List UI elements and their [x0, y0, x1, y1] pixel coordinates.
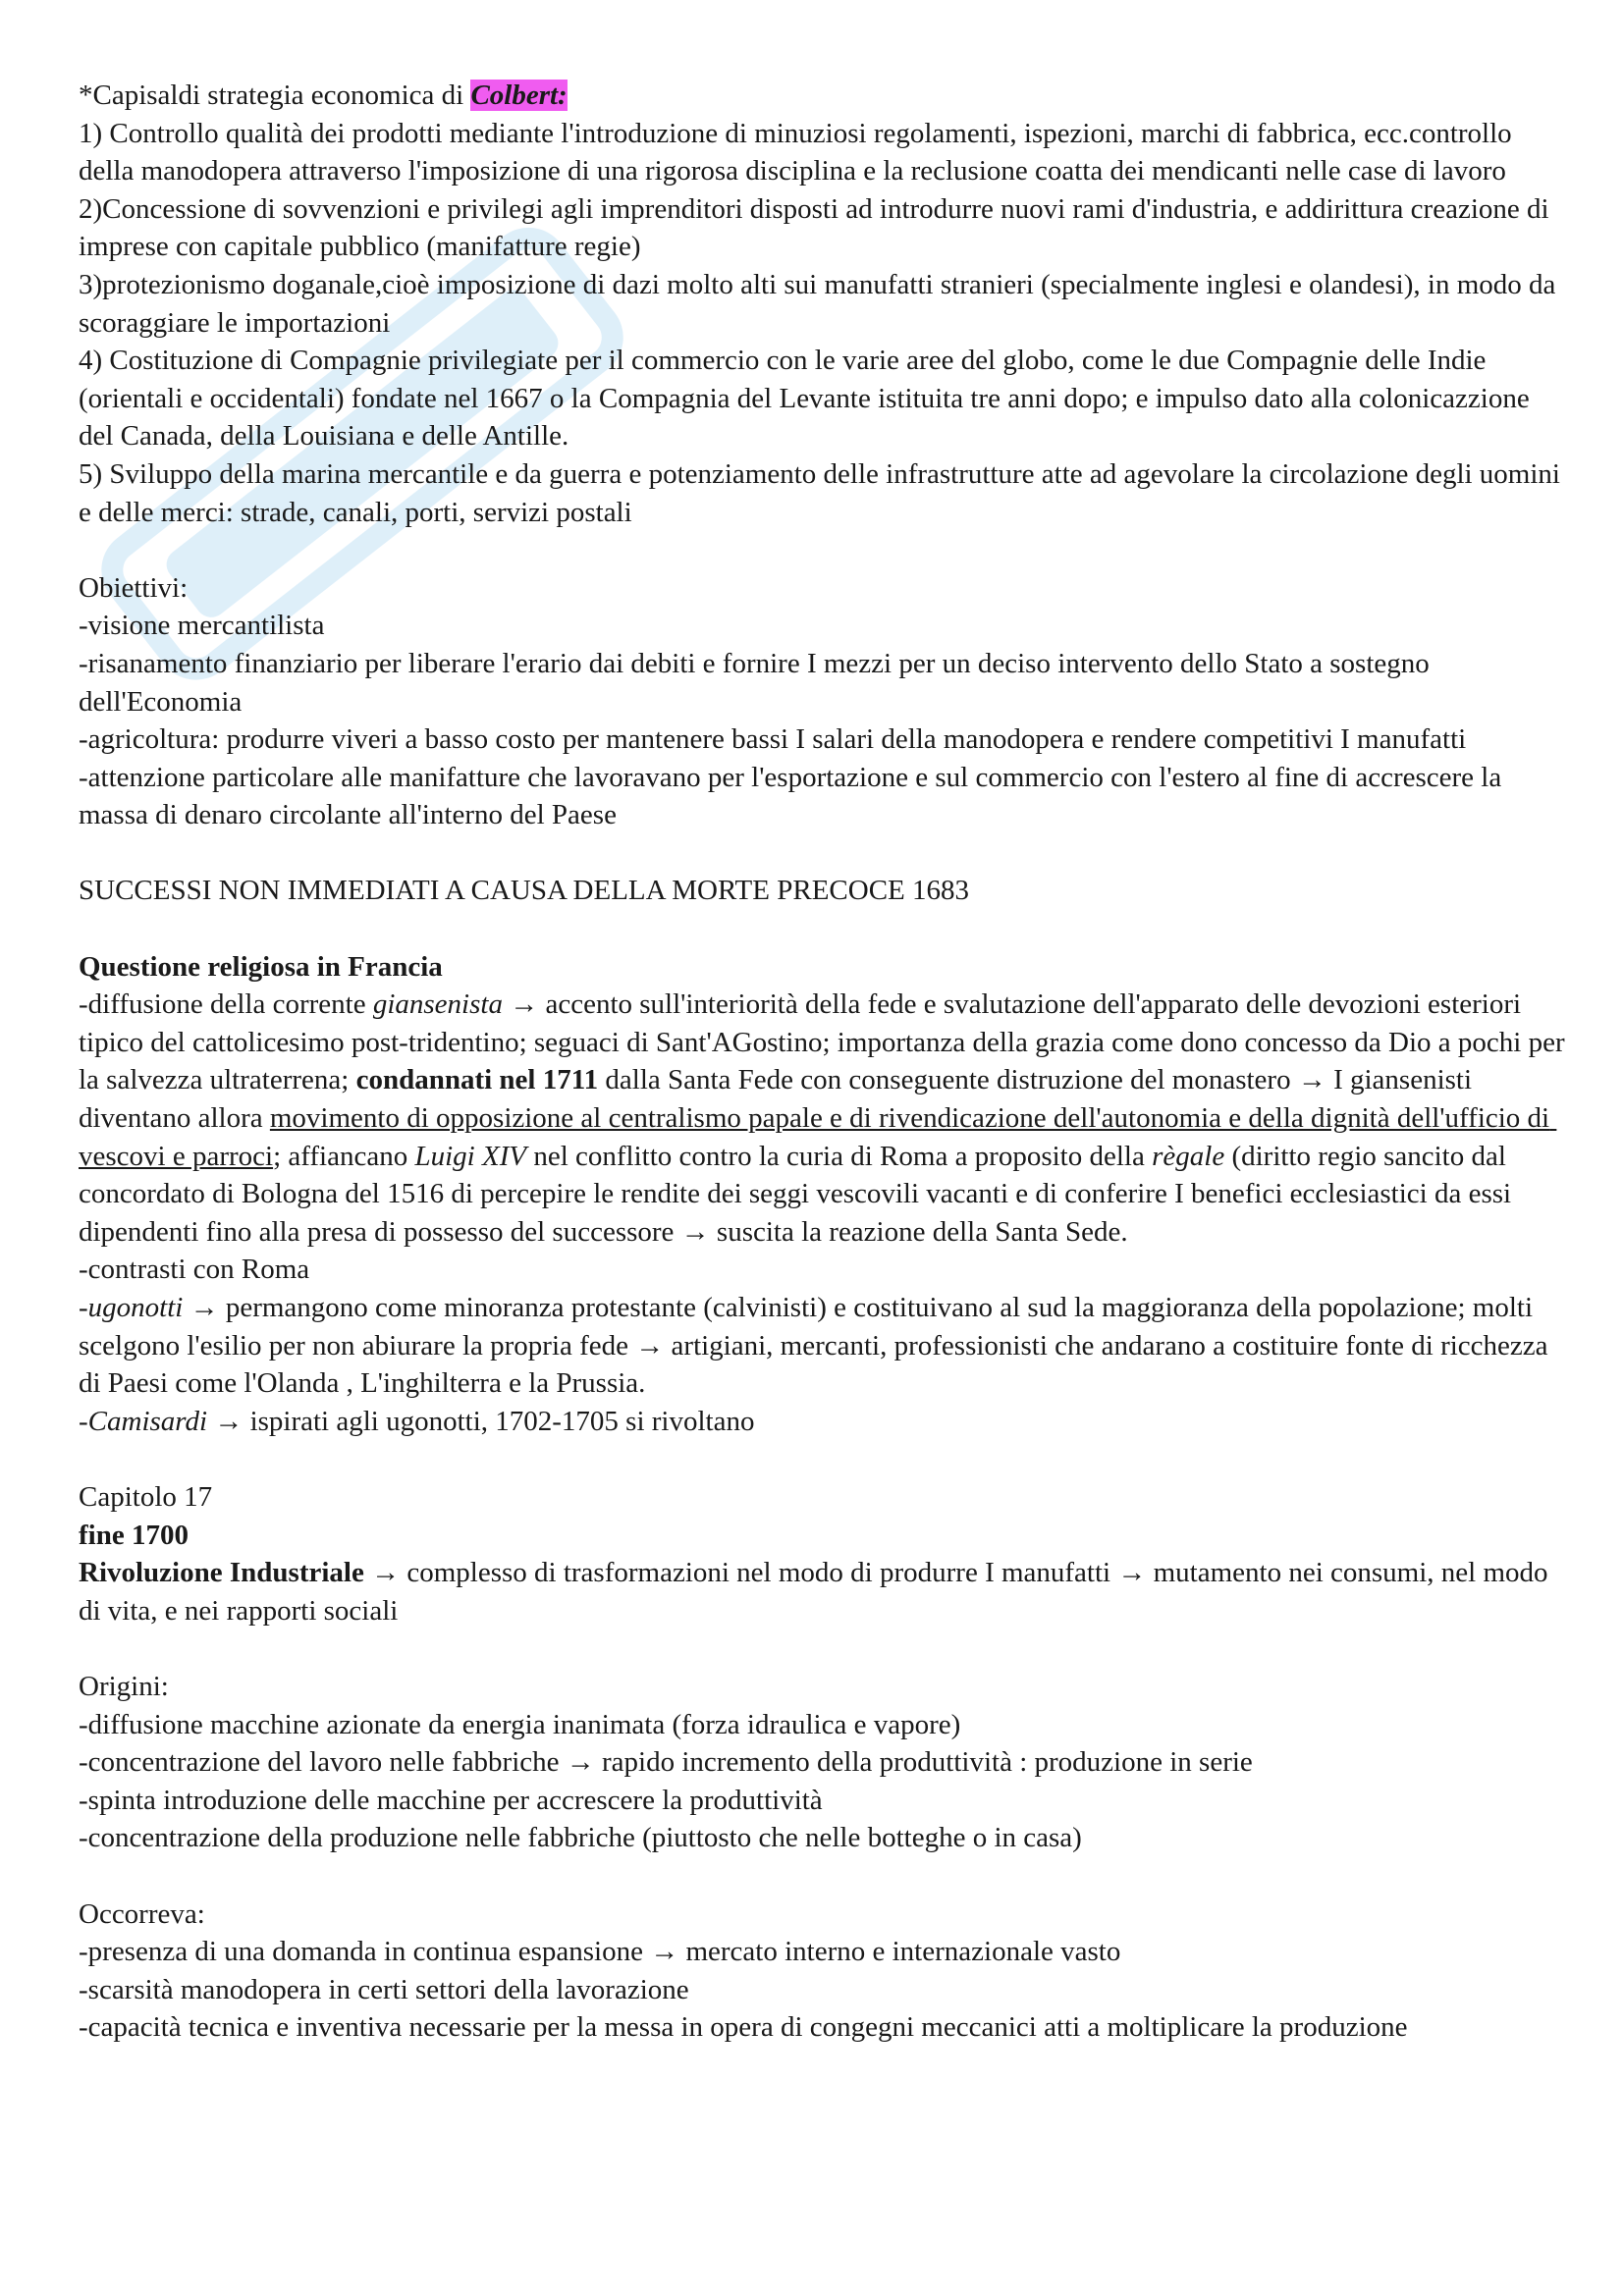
occorreva-item: -presenza di una domanda in continua espansione → mercato interno e internazionale vasto [79, 1936, 1121, 1968]
text-span: dalla Santa Fede con conseguente distruzione del monastero → I giansenisti diventano allora [79, 1064, 1480, 1135]
colbert-title [79, 77, 1571, 115]
colbert-point-1: 1) Controllo qualità dei prodotti mediante l'introduzione di minuziosi regolamenti, ispezioni, marchi di fabbrica, ecc.controllo della manodopera attraverso l'imposizione di una rigorosa disciplina e la reclusione coatta dei mendicanti nelle case di lavoro [79, 117, 1519, 187]
origini-item: -concentrazione della produzione nelle fabbriche (piuttosto che nelle botteghe o in casa) [79, 1822, 1082, 1854]
origini-heading: Origini: [79, 1670, 169, 1702]
term-giansenista: giansenista [372, 988, 503, 1021]
colbert-point-3: 3)protezionismo doganale,cioè imposizione di dazi molto alti sui manufatti stranieri (specialmente inglesi e olandesi), in modo da scoraggiare le importazioni [79, 268, 1563, 339]
contrasti-line: -contrasti con Roma [79, 1254, 310, 1286]
text-span: → permangono come minoranza protestante (calvinisti) e costituivano al sud la maggioranza della popolazione; molti scelgono l'esilio per non abiurare la propria fede → artigiani, mercanti, professionisti che andarano a costituire fonte di ricchezza di Paesi come l'Olanda , L'inghilterra e la Prussia. [79, 1292, 1555, 1400]
ugonotti-paragraph [79, 1289, 1571, 1403]
chapter-date [79, 1517, 1571, 1555]
text-span: → accento sull'interiorità della fede e svalutazione dell'apparato delle devozioni esteriori tipico del cattolicesimo post-tridentino; seguaci di Sant'AGostino; importanza della grazia come dono concesso da Dio a pochi per la salvezza ultraterrena; [79, 988, 1572, 1096]
religione-heading-text: Questione religiosa in Francia [79, 950, 443, 983]
origini-item: -spinta introduzione delle macchine per accrescere la produttività [79, 1784, 823, 1816]
text-span: ; affiancano [273, 1140, 415, 1172]
obiettivi-item: -visione mercantilista [79, 610, 325, 642]
text-span: nel conflitto contro la curia di Roma a proposito della [526, 1140, 1153, 1172]
successi-note: SUCCESSI NON IMMEDIATI A CAUSA DELLA MORTE PRECOCE 1683 [79, 875, 970, 907]
origini-item: -concentrazione del lavoro nelle fabbriche → rapido incremento della produttività : produzione in serie [79, 1746, 1253, 1779]
term-ugonotti: -ugonotti [79, 1292, 184, 1323]
religione-heading [79, 948, 1571, 987]
bold-condannati: condannati nel 1711 [355, 1064, 599, 1096]
chapter-label: Capitolo 17 [79, 1480, 213, 1513]
colbert-point-4: 4) Costituzione di Compagnie privilegiate per il commercio con le varie aree del globo, come le due Compagnie delle Indie (orientali e occidentali) fondate nel 1667 o la Compagnia del Levante istituita tre anni dopo; e impulso dato alla colonicazzione del Canada, della Louisiana e delle Antille. [79, 345, 1537, 453]
obiettivi-item: -agricoltura: produrre viveri a basso costo per mantenere bassi I salari della manodopera e rendere competitivi I manufatti [79, 723, 1467, 756]
occorreva-item: -capacità tecnica e inventiva necessarie per la messa in opera di congegni meccanici atti a moltiplicare la produzione [79, 2011, 1408, 2044]
colbert-name-highlight: Colbert: [470, 80, 568, 111]
colbert-point-5: 5) Sviluppo della marina mercantile e da guerra e potenziamento delle infrastrutture atte ad agevolare la circolazione degli uomini e delle merci: strade, canali, porti, servizi postali [79, 457, 1568, 528]
camisardi-line [79, 1403, 1571, 1441]
text-span: (diritto regio sancito dal concordato di Bologna del 1516 di percepire le rendite dei seggi vescovili vacanti e di conferire I benefici ecclesiastici da essi dipendenti fino alla presa di possesso del successore → suscita la reazione della Santa Sede. [79, 1140, 1519, 1248]
term-regale: règale [1152, 1140, 1225, 1172]
obiettivi-item: -risanamento finanziario per liberare l'erario dai debiti e fornire I mezzi per un deciso intervento dello Stato a sostegno dell'Economia [79, 647, 1436, 718]
term-luigi-xiv: Luigi XIV [414, 1140, 527, 1172]
chapter-date-text: fine 1700 [79, 1519, 189, 1551]
text-span: → complesso di trasformazioni nel modo di produrre I manufatti → mutamento nei consumi, nel modo di vita, e nei rapporti sociali [79, 1557, 1555, 1627]
document-page [79, 77, 1571, 2047]
origini-item: -diffusione macchine azionate da energia inanimata (forza idraulica e vapore) [79, 1708, 961, 1740]
occorreva-item: -scarsità manodopera in certi settori della lavorazione [79, 1973, 689, 2005]
occorreva-heading: Occorreva: [79, 1897, 205, 1930]
underlined-movimento: movimento di opposizione al centralismo papale e di rivendicazione dell'autonomia e della dignità dell'ufficio di vescovi e parroci [79, 1102, 1557, 1172]
colbert-point-2: 2)Concessione di sovvenzioni e privilegi agli imprenditori disposti ad introdurre nuovi rami d'industria, e addirittura creazione di imprese con capitale pubblico (manifatture regie) [79, 192, 1556, 263]
obiettivi-item: -attenzione particolare alle manifatture che lavoravano per l'esportazione e sul commercio con l'estero al fine di accrescere la massa di denaro circolante all'interno del Paese [79, 761, 1509, 831]
rivoluzione-title: Rivoluzione Industriale [79, 1557, 364, 1589]
term-camisardi: -Camisardi [79, 1405, 208, 1437]
colbert-title-prefix: *Capisaldi strategia economica di [79, 80, 471, 111]
giansenisti-paragraph [79, 986, 1571, 1251]
text-span: -diffusione della corrente [79, 988, 373, 1021]
text-span: → ispirati agli ugonotti, 1702-1705 si rivoltano [207, 1405, 755, 1437]
obiettivi-heading: Obiettivi: [79, 571, 189, 604]
rivoluzione-paragraph [79, 1554, 1571, 1629]
